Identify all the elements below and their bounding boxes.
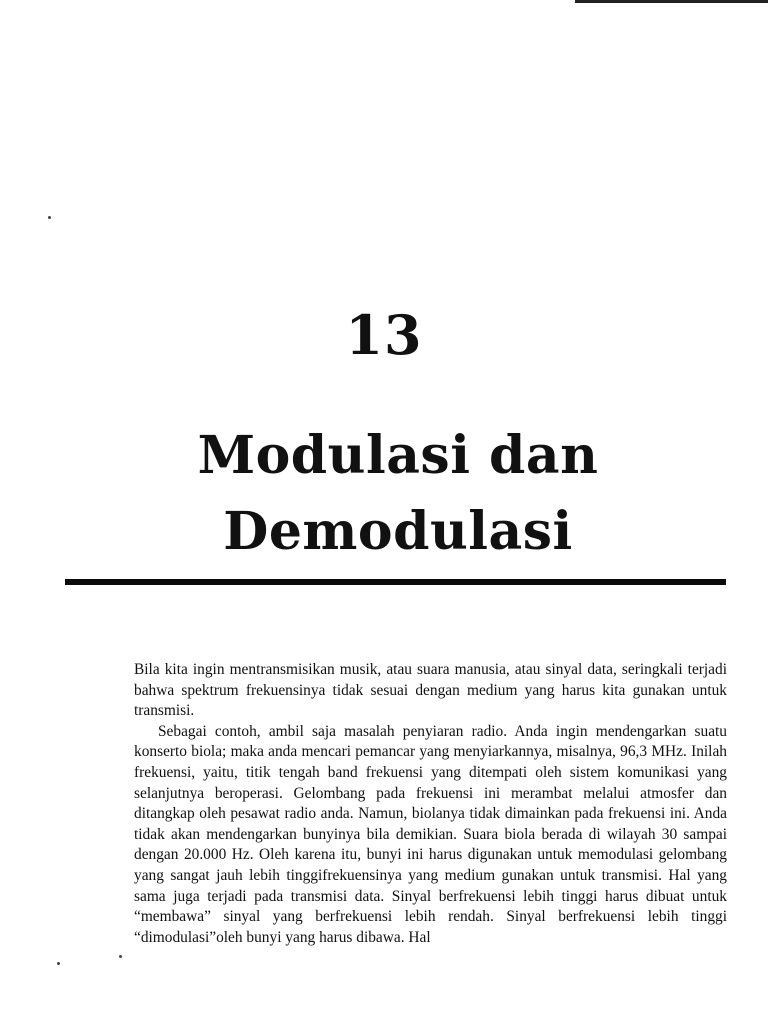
- body-text: [134, 660, 727, 948]
- chapter-title-line-1: Modulasi dan: [197, 425, 599, 486]
- chapter-number: 13: [345, 303, 423, 367]
- paragraph-2: Sebagai contoh, ambil saja masalah penyiaran radio. Anda ingin mendengarkan suatu konserto biola; maka anda mencari pemancar yang menyiarkannya, misalnya, 96,3 MHz. Inilah frekuensi, yaitu, titik tengah band frekuensi yang ditempati oleh sistem komunikasi yang selanjutnya beroperasi. Gelombang pada frekuensi ini merambat melalui atmosfer dan ditangkap oleh pesawat radio anda. Namun, biolanya tidak dimainkan pada frekuensi ini. Anda tidak akan mendengarkan bunyinya bila demikian. Suara biola berada di wilayah 30 sampai dengan 20.000 Hz. Oleh karena itu, bunyi ini harus digunakan untuk memodulasi gelombang yang sangat jauh lebih tinggifrekuensinya yang medium gunakan untuk transmisi. Hal yang sama juga terjadi pada transmisi data. Sinyal berfrekuensi lebih tinggi harus dibuat untuk “membawa” sinyal yang berfrekuensi lebih rendah. Sinyal berfrekuensi lebih tinggi “dimodulasi”oleh bunyi yang harus dibawa. Hal: [134, 722, 727, 946]
- paragraph-1: Bila kita ingin mentransmisikan musik, atau suara manusia, atau sinyal data, seringkali terjadi bahwa spektrum frekuensinya tidak sesuai dengan medium yang harus kita gunakan untuk transmisi.: [134, 661, 727, 720]
- margin-speck: [119, 955, 122, 958]
- margin-speck: [57, 962, 60, 965]
- title-underline-rule: [65, 579, 726, 585]
- chapter-title: [0, 418, 768, 570]
- margin-speck: [48, 216, 51, 219]
- top-edge-rule: [575, 0, 768, 3]
- chapter-title-line-2: Demodulasi: [223, 501, 573, 562]
